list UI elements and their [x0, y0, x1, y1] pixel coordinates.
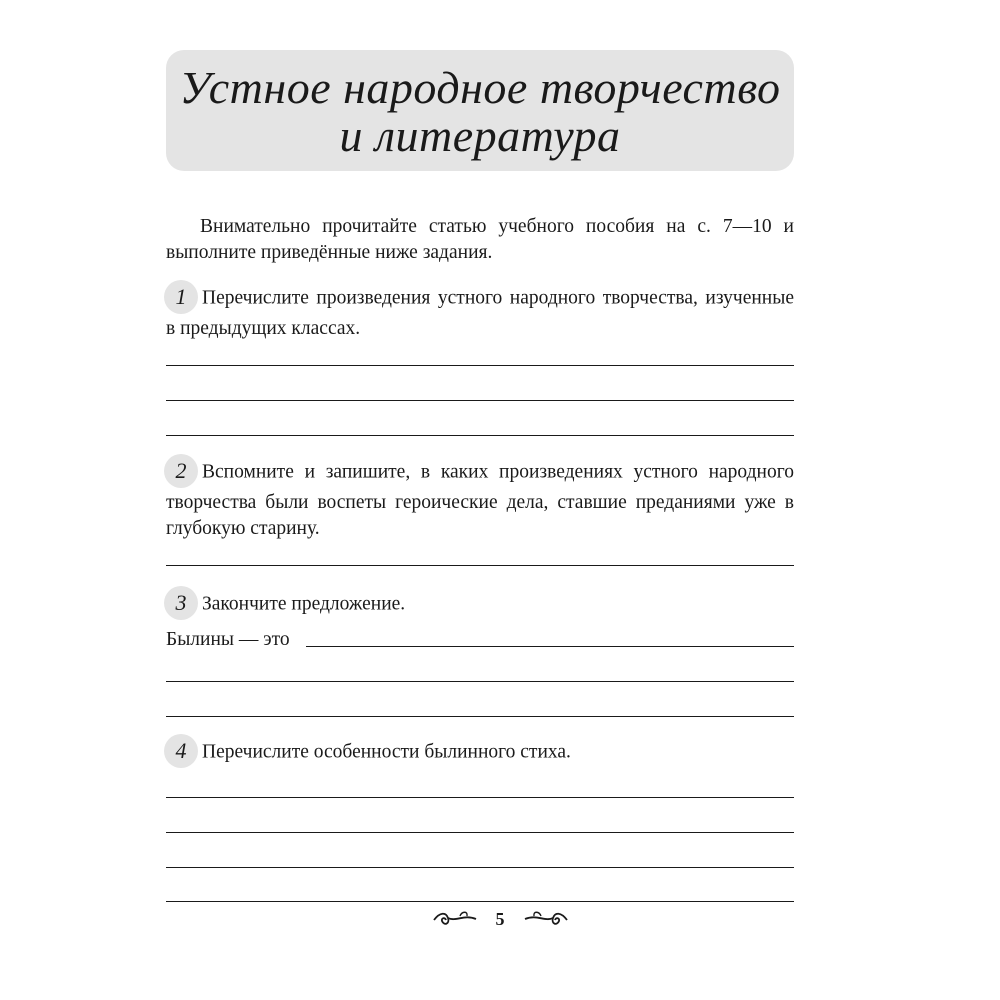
- answer-line[interactable]: [166, 400, 794, 401]
- task-3: [166, 588, 794, 622]
- task-number-badge: 2: [164, 454, 198, 488]
- answer-line[interactable]: [166, 716, 794, 717]
- page-title-line-2: и литература: [339, 110, 621, 161]
- task-4: [166, 736, 794, 770]
- task-number-badge: 4: [164, 734, 198, 768]
- fill-in-label: Былины — это: [166, 629, 290, 650]
- fill-in-line[interactable]: [306, 646, 794, 647]
- answer-line[interactable]: [166, 901, 794, 902]
- task-text: Перечислите произведения устного народного творчества, изученные в предыдущих классах.: [166, 287, 794, 339]
- intro-paragraph: Внимательно прочитайте статью учебного пособия на с. 7—10 и выполните приведённые ниже задания.: [166, 216, 794, 263]
- page-footer: [0, 908, 1000, 930]
- task-text: Вспомните и запишите, в каких произведениях устного народного творчества были воспеты героические дела, ставшие преданиями уже в глубокую старину.: [166, 461, 794, 539]
- answer-line[interactable]: [166, 867, 794, 868]
- answer-line[interactable]: [166, 435, 794, 436]
- page-number: 5: [495, 908, 505, 929]
- answer-line[interactable]: [166, 681, 794, 682]
- answer-line[interactable]: [166, 565, 794, 566]
- task-1: [166, 282, 794, 342]
- task-number-badge: 1: [164, 280, 198, 314]
- task-number-badge: 3: [164, 586, 198, 620]
- answer-line[interactable]: [166, 365, 794, 366]
- answer-line[interactable]: [166, 797, 794, 798]
- task-2: [166, 456, 794, 542]
- title-banner: [166, 50, 794, 171]
- task-text: Закончите предложение.: [202, 593, 406, 615]
- answer-line[interactable]: [166, 832, 794, 833]
- page-title-line-1: Устное народное творчество: [179, 62, 781, 113]
- scroll-flourish-icon: [523, 908, 569, 930]
- scroll-flourish-icon: [432, 908, 478, 930]
- task-text: Перечислите особенности былинного стиха.: [202, 741, 571, 763]
